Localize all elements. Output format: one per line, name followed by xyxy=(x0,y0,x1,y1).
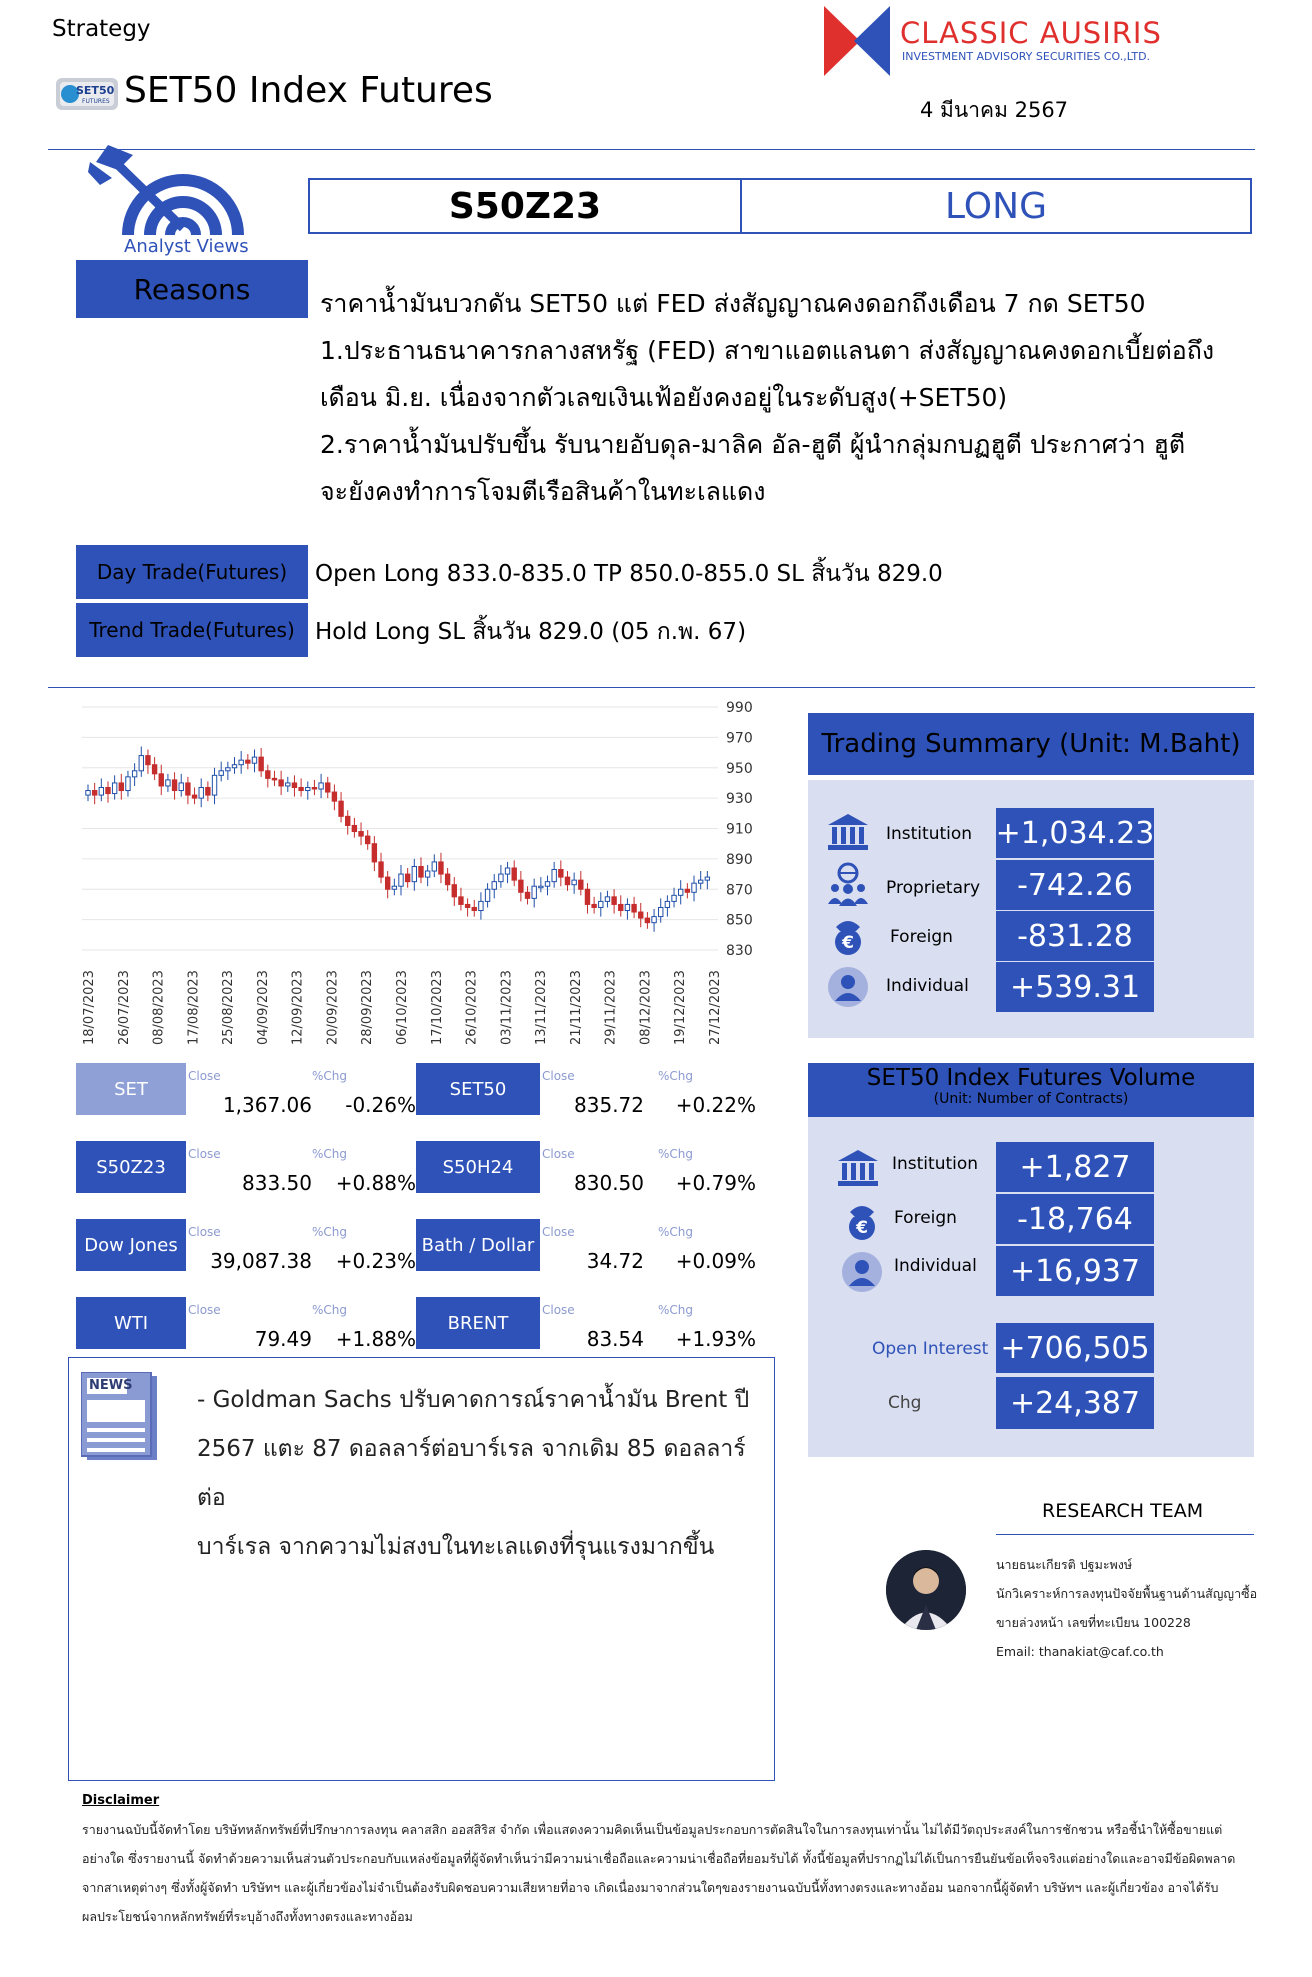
reasons-text xyxy=(320,280,1214,515)
svg-text:SET50: SET50 xyxy=(76,84,115,97)
market-name: Bath / Dollar xyxy=(416,1219,540,1271)
volume-row-individual xyxy=(808,1246,1254,1296)
disclaimer-title: Disclaimer xyxy=(82,1793,160,1808)
chg-label: %Chg xyxy=(312,1225,348,1239)
chg-value: +0.09% xyxy=(675,1249,756,1273)
report-title: SET50 Index Futures xyxy=(124,70,493,111)
chg-value: +1.93% xyxy=(675,1327,756,1351)
x-tick-label: 27/12/2023 xyxy=(708,970,723,1045)
market-item-brent xyxy=(416,1297,756,1349)
candle-body xyxy=(519,880,523,892)
candle-body xyxy=(572,880,576,885)
candle-body xyxy=(492,882,496,890)
candle-body xyxy=(419,866,423,877)
news-text xyxy=(197,1376,767,1572)
close-label: Close xyxy=(542,1069,575,1083)
candle-body xyxy=(319,783,323,789)
summary-label: Foreign xyxy=(890,927,953,947)
svg-text:FUTURES: FUTURES xyxy=(82,98,110,105)
summary-value: -742.26 xyxy=(996,860,1154,910)
chg-value: +0.88% xyxy=(335,1171,416,1195)
candle-body xyxy=(126,777,130,791)
x-tick-label: 17/10/2023 xyxy=(429,970,445,1045)
candle-body xyxy=(359,832,363,837)
candle-body xyxy=(279,780,283,786)
candlestick-chart xyxy=(60,695,780,1055)
reason-line: 2.ราคาน้ำมันปรับขึ้น รับนายอับดุล-มาลิค อัล-ฮูตี ผู้นำกลุ่มกบฏฮูตี ประกาศว่า ฮูตี xyxy=(320,430,1186,459)
candle-body xyxy=(565,877,569,885)
candle-body xyxy=(332,792,336,801)
candle-body xyxy=(472,907,476,910)
candle-body xyxy=(166,780,170,786)
candle-body xyxy=(665,901,669,907)
y-tick-label: 930 xyxy=(726,791,753,808)
company-subtitle: INVESTMENT ADVISORY SECURITIES CO.,LTD. xyxy=(902,50,1151,63)
summary-label: Proprietary xyxy=(886,878,981,898)
news-badge: NEWS xyxy=(89,1378,133,1393)
news-box xyxy=(68,1357,775,1781)
candle-body xyxy=(532,886,536,898)
research-team-title: RESEARCH TEAM xyxy=(1042,1500,1204,1522)
disclaimer-line: รายงานฉบับนี้จัดทำโดย บริษัทหลักทรัพย์ที่ปรึกษาการลงทุน คลาสสิก ออสสิริส จำกัด เพื่อแสดงความคิดเห็นเป็นข้อมูลประกอบการตัดสินใจในการลงทุนเท่านั้น ไม่ได้มีวัตถุประสงค์ในการชักชวน หรือชี้นำให้ซื้อขายแต่ xyxy=(82,1822,1223,1837)
close-label: Close xyxy=(542,1147,575,1161)
y-tick-label: 950 xyxy=(726,760,753,777)
day-trade-label: Day Trade(Futures) xyxy=(76,545,308,599)
x-tick-label: 04/09/2023 xyxy=(255,970,271,1045)
candle-body xyxy=(672,895,676,901)
trading-summary-panel xyxy=(808,780,1254,1038)
x-tick-label: 03/11/2023 xyxy=(499,970,515,1045)
open-interest-value: +706,505 xyxy=(996,1323,1154,1373)
close-label: Close xyxy=(542,1303,575,1317)
x-tick-label: 19/12/2023 xyxy=(673,970,689,1045)
close-value: 39,087.38 xyxy=(210,1249,312,1273)
close-value: 830.50 xyxy=(574,1171,644,1195)
svg-text:€: € xyxy=(856,1218,868,1238)
x-tick-label: 08/08/2023 xyxy=(151,970,167,1045)
candle-body xyxy=(559,870,563,878)
summary-label: Institution xyxy=(886,824,973,844)
summary-value: +1,034.23 xyxy=(996,808,1154,858)
reason-line: เดือน มิ.ย. เนื่องจากตัวเลขเงินเฟ้อยังคงอยู่ในระดับสูง(+SET50) xyxy=(320,383,1008,412)
candle-body xyxy=(512,868,516,880)
chg-label: %Chg xyxy=(312,1069,348,1083)
candle-body xyxy=(219,771,223,776)
close-label: Close xyxy=(188,1069,221,1083)
market-name: S50H24 xyxy=(416,1141,540,1193)
candle-body xyxy=(232,765,236,768)
people-globe-icon xyxy=(826,862,870,906)
reason-line: จะยังคงทำการโจมตีเรือสินค้าในทะเลแดง xyxy=(320,477,766,506)
chg-value: +0.23% xyxy=(335,1249,416,1273)
candle-body xyxy=(619,904,623,910)
chg-value: +1.88% xyxy=(335,1327,416,1351)
candle-body xyxy=(525,892,529,898)
analyst-email: Email: thanakiat@caf.co.th xyxy=(996,1644,1164,1659)
x-tick-label: 21/11/2023 xyxy=(568,970,584,1045)
candle-body xyxy=(312,787,316,789)
y-tick-label: 890 xyxy=(726,851,753,868)
analyst-target-icon xyxy=(88,140,268,240)
candle-body xyxy=(119,783,123,791)
chg-label: %Chg xyxy=(658,1225,694,1239)
news-line: บาร์เรล จากความไม่สงบในทะเลแดงที่รุนแรงมากขึ้น xyxy=(197,1534,715,1560)
summary-row-institution xyxy=(808,808,1254,858)
candle-body xyxy=(465,904,469,907)
candle-body xyxy=(292,783,296,788)
x-tick-label: 17/08/2023 xyxy=(186,970,202,1045)
candle-body xyxy=(379,862,383,877)
candle-body xyxy=(139,756,143,771)
candle-body xyxy=(592,904,596,907)
candle-body xyxy=(212,775,216,795)
candle-body xyxy=(605,897,609,902)
day-trade-text: Open Long 833.0-835.0 TP 850.0-855.0 SL สิ้นวัน 829.0 xyxy=(315,561,943,587)
bank-icon xyxy=(836,1148,880,1188)
y-tick-label: 910 xyxy=(726,821,753,838)
futures-volume-panel xyxy=(808,1117,1254,1457)
oi-change-value: +24,387 xyxy=(996,1377,1154,1429)
candle-body xyxy=(705,877,709,880)
candle-body xyxy=(625,904,629,910)
candle-body xyxy=(479,901,483,910)
x-tick-label: 13/11/2023 xyxy=(534,970,550,1045)
candle-body xyxy=(266,771,270,779)
chg-label: %Chg xyxy=(658,1069,694,1083)
summary-label: Individual xyxy=(886,976,969,996)
candle-body xyxy=(206,787,210,795)
candle-body xyxy=(659,907,663,916)
trading-summary-title: Trading Summary (Unit: M.Baht) xyxy=(808,713,1254,775)
candle-body xyxy=(459,897,463,905)
candle-body xyxy=(505,868,509,874)
bank-icon xyxy=(826,812,870,852)
candle-body xyxy=(106,787,110,793)
disclaimer-line: ผลประโยชน์จากหลักทรัพย์ที่ระบุอ้างถึงทั้งทางตรงและทางอ้อม xyxy=(82,1909,413,1924)
reasons-label: Reasons xyxy=(76,260,308,318)
candle-body xyxy=(585,889,589,904)
summary-value: -831.28 xyxy=(996,911,1154,961)
candle-body xyxy=(326,783,330,792)
market-name: S50Z23 xyxy=(76,1141,186,1193)
news-line: - Goldman Sachs ปรับคาดการณ์ราคาน้ำมัน Brent ปี xyxy=(197,1387,750,1413)
candle-body xyxy=(252,757,256,763)
market-item-s50h24 xyxy=(416,1141,756,1193)
analyst-info xyxy=(996,1550,1257,1666)
candle-body xyxy=(286,783,290,786)
market-name: BRENT xyxy=(416,1297,540,1349)
y-tick-label: 850 xyxy=(726,912,753,929)
x-tick-label: 25/08/2023 xyxy=(221,970,237,1045)
futures-volume-header xyxy=(808,1063,1254,1117)
candle-body xyxy=(366,836,370,844)
y-tick-label: 990 xyxy=(726,700,753,716)
chg-value: +0.22% xyxy=(675,1093,756,1117)
market-name: SET50 xyxy=(416,1063,540,1115)
report-category: Strategy xyxy=(52,16,151,42)
contract-box xyxy=(308,178,1252,234)
close-value: 34.72 xyxy=(586,1249,644,1273)
candle-body xyxy=(685,889,689,892)
candle-body xyxy=(152,765,156,774)
candle-body xyxy=(179,783,183,791)
x-tick-label: 06/10/2023 xyxy=(395,970,410,1045)
candle-body xyxy=(272,778,276,780)
market-table xyxy=(76,1063,756,1363)
close-label: Close xyxy=(188,1303,221,1317)
price-chart xyxy=(60,695,780,1055)
candle-body xyxy=(645,918,649,923)
candle-body xyxy=(186,783,190,795)
analyst-role: นักวิเคราะห์การลงทุนปัจจัยพื้นฐานด้านสัญญาซื้อ xyxy=(996,1586,1258,1601)
close-value: 833.50 xyxy=(242,1171,312,1195)
x-tick-label: 20/09/2023 xyxy=(325,970,341,1045)
x-tick-label: 26/10/2023 xyxy=(464,970,480,1045)
company-logo-mark xyxy=(824,6,890,76)
candle-body xyxy=(552,870,556,882)
candle-body xyxy=(132,771,136,777)
futures-volume-unit: (Unit: Number of Contracts) xyxy=(933,1091,1129,1107)
candle-body xyxy=(192,795,196,798)
reason-line: ราคาน้ำมันบวกดัน SET50 แต่ FED ส่งสัญญาณคงดอกถึงเดือน 7 กด SET50 xyxy=(320,289,1146,318)
x-tick-label: 12/09/2023 xyxy=(290,970,306,1045)
candle-body xyxy=(439,862,443,874)
euro-coin-icon xyxy=(840,1198,884,1242)
futures-volume-title: SET50 Index Futures Volume xyxy=(866,1065,1196,1091)
candle-body xyxy=(306,787,310,790)
candle-body xyxy=(412,866,416,881)
chg-value: -0.26% xyxy=(345,1093,416,1117)
summary-value: +539.31 xyxy=(996,962,1154,1012)
person-icon xyxy=(840,1250,884,1294)
x-tick-label: 29/11/2023 xyxy=(603,970,619,1045)
close-label: Close xyxy=(542,1225,575,1239)
market-name: Dow Jones xyxy=(76,1219,186,1271)
close-value: 83.54 xyxy=(586,1327,644,1351)
volume-value: +1,827 xyxy=(996,1142,1154,1192)
market-item-wti xyxy=(76,1297,416,1349)
candle-body xyxy=(339,801,343,816)
candle-body xyxy=(545,882,549,887)
trend-trade-label: Trend Trade(Futures) xyxy=(76,603,308,657)
euro-coin-icon xyxy=(826,913,870,957)
candle-body xyxy=(485,889,489,901)
candle-body xyxy=(226,768,230,771)
candle-body xyxy=(599,901,603,907)
summary-row-individual xyxy=(808,962,1254,1012)
candle-body xyxy=(579,880,583,889)
candle-body xyxy=(432,862,436,871)
market-name: SET xyxy=(76,1063,186,1115)
analyst-name: นายธนะเกียรติ ปฐมะพงษ์ xyxy=(996,1557,1133,1572)
close-value: 835.72 xyxy=(574,1093,644,1117)
volume-label: Individual xyxy=(894,1256,977,1276)
y-tick-label: 970 xyxy=(726,730,753,747)
contract-position: LONG xyxy=(945,185,1047,227)
candle-body xyxy=(385,877,389,889)
candle-body xyxy=(159,774,163,786)
market-item-set xyxy=(76,1063,416,1115)
volume-value: -18,764 xyxy=(996,1194,1154,1244)
chg-label: %Chg xyxy=(312,1147,348,1161)
candle-body xyxy=(692,883,696,892)
candle-body xyxy=(259,757,263,771)
y-tick-label: 870 xyxy=(726,882,753,899)
candle-body xyxy=(452,885,456,897)
market-item-set50 xyxy=(416,1063,756,1115)
person-icon xyxy=(826,965,870,1009)
candle-body xyxy=(172,780,176,791)
oi-change-label: Chg xyxy=(888,1393,922,1413)
svg-text:€: € xyxy=(842,933,854,953)
candle-body xyxy=(399,874,403,886)
chg-label: %Chg xyxy=(312,1303,348,1317)
chg-label: %Chg xyxy=(658,1303,694,1317)
candle-body xyxy=(352,825,356,831)
volume-value: +16,937 xyxy=(996,1246,1154,1296)
candle-body xyxy=(99,787,103,795)
market-name: WTI xyxy=(76,1297,186,1349)
market-item-baht-dollar xyxy=(416,1219,756,1271)
candle-body xyxy=(86,791,90,796)
candle-body xyxy=(299,787,303,790)
candle-body xyxy=(652,917,656,923)
candle-body xyxy=(372,844,376,862)
candle-body xyxy=(499,874,503,882)
candle-body xyxy=(239,760,243,765)
disclaimer-line: อย่างใด ซึ่งรายงานนี้ จัดทำด้วยความเห็นส่วนตัวประกอบกับแหล่งข้อมูลที่ผู้จัดทำเห็นว่ามีความน่าเชื่อถือและความน่าเชื่อถือที่ยอมรับได้ ทั้งนี้ข้อมูลที่ปรากฏไม่ได้เป็นการยืนยันข้อเท็จจริงแต่อย่างใดและอาจมีข้อผิดพลาด xyxy=(82,1851,1236,1866)
chg-label: %Chg xyxy=(658,1147,694,1161)
x-tick-label: 18/07/2023 xyxy=(82,970,97,1045)
reason-line: 1.ประธานธนาคารกลางสหรัฐ (FED) สาขาแอตแลนตา ส่งสัญญาณคงดอกเบี้ยต่อถึง xyxy=(320,336,1215,365)
volume-row-institution xyxy=(808,1142,1254,1192)
disclaimer-line: จากสาเหตุต่างๆ ซึ่งทั้งผู้จัดทำ บริษัทฯ และผู้เกี่ยวข้องไม่จำเป็นต้องรับผิดชอบความเสียหายที่อาจ เกิดเนื่องมาจากส่วนใดๆของรายงานฉบับนี้ทั้งทางตรงและทางอ้อม นอกจากนี้ผู้จัดทำ บริษัทฯ และผู้เกี่ยวข้อง อาจได้รับ xyxy=(82,1880,1219,1895)
close-value: 1,367.06 xyxy=(222,1093,312,1117)
close-label: Close xyxy=(188,1225,221,1239)
analyst-avatar xyxy=(886,1550,966,1630)
candle-body xyxy=(539,886,543,888)
candle-body xyxy=(698,880,702,883)
market-item-s50z23 xyxy=(76,1141,416,1193)
report-date: 4 มีนาคม 2567 xyxy=(920,98,1069,122)
set50-futures-logo xyxy=(56,72,120,114)
x-tick-label: 26/07/2023 xyxy=(116,970,132,1045)
chg-value: +0.79% xyxy=(675,1171,756,1195)
candle-body xyxy=(639,912,643,918)
candle-body xyxy=(405,874,409,882)
x-tick-label: 08/12/2023 xyxy=(638,970,654,1045)
x-tick-label: 28/09/2023 xyxy=(360,970,376,1045)
trend-trade-text: Hold Long SL สิ้นวัน 829.0 (05 ก.พ. 67) xyxy=(315,619,747,645)
candle-body xyxy=(199,787,203,798)
candle-body xyxy=(146,756,150,765)
candle-body xyxy=(346,816,350,825)
volume-label: Institution xyxy=(892,1154,979,1174)
summary-row-foreign xyxy=(808,911,1254,961)
close-label: Close xyxy=(188,1147,221,1161)
candle-body xyxy=(632,904,636,912)
candle-body xyxy=(92,791,96,796)
close-value: 79.49 xyxy=(254,1327,312,1351)
analyst-views-label: Analyst Views xyxy=(124,236,249,257)
market-item-dow-jones xyxy=(76,1219,416,1271)
candle-body xyxy=(392,886,396,889)
candle-body xyxy=(246,760,250,763)
company-name: CLASSIC AUSIRIS xyxy=(900,16,1162,50)
disclaimer-text xyxy=(82,1815,1282,1931)
candle-body xyxy=(679,889,683,895)
summary-row-proprietary xyxy=(808,860,1254,910)
oi-change-row xyxy=(808,1377,1254,1429)
candle-body xyxy=(612,897,616,905)
contract-symbol: S50Z23 xyxy=(310,180,742,232)
volume-row-foreign xyxy=(808,1194,1254,1244)
y-tick-label: 830 xyxy=(726,943,753,959)
candle-body xyxy=(445,874,449,885)
analyst-license: ขายล่วงหน้า เลขที่ทะเบียน 100228 xyxy=(996,1615,1191,1630)
open-interest-row xyxy=(808,1323,1254,1373)
candle-body xyxy=(425,871,429,877)
news-line: 2567 แตะ 87 ดอลลาร์ต่อบาร์เรล จากเดิม 85 ดอลลาร์ต่อ xyxy=(197,1436,746,1511)
volume-label: Foreign xyxy=(894,1208,957,1228)
open-interest-label: Open Interest xyxy=(872,1339,989,1359)
candle-body xyxy=(112,783,116,794)
